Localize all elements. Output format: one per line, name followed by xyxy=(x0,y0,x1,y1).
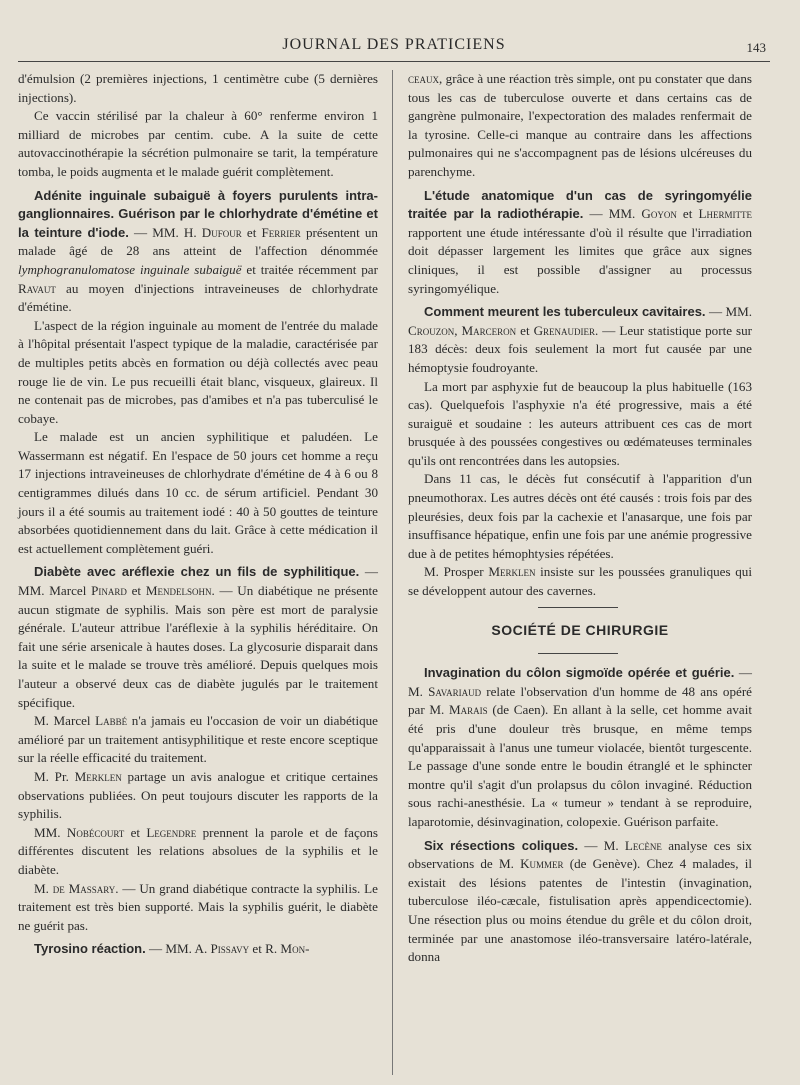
author-name: Pissavy xyxy=(210,941,250,957)
paragraph-labbe: M. Marcel Labbé n'a jamais eu l'occasion de voir un diabétique amélioré par un traitement antisyphilitique et reste encore sceptique sur la réelle efficacité du traitement. xyxy=(18,713,378,766)
right-column xyxy=(408,70,752,967)
paragraph-adenite: Adénite inguinale subaiguë à foyers purulents intra-ganglionnaires. Guérison par le chlorhydrate d'émétine et la teinture d'iode. — MM. H. Dufour et Ferrier présentent un malade âgé de 28 ans atteint de l'affection dénommée lymphogranulomatose inguinale subaiguë et traitée récemment par Ravaut au moyen d'injections intraveineuses de chlorhydrate d'émétine. xyxy=(18,187,378,315)
header-rule xyxy=(18,61,770,62)
paragraph-emulsion: d'émulsion (2 premières injections, 1 centimètre cube (5 dernières injections). xyxy=(18,71,378,105)
paragraph-tyrosine-cont: ceaux, grâce à une réaction très simple, ont pu constater que dans tous les cas de tuberculose ouverte et dans certains cas de gangrène pulmonaire, l'expectoration des malades renfermait de la tyrosine. Celle-ci manque au contraire dans les affections pulmonaires qui ne s'accompagnent pas de lésions ulcéreuses du parenchyme. xyxy=(408,71,752,179)
author-name: Merklen xyxy=(74,768,122,784)
paragraph-tyrosino: Tyrosino réaction. — MM. A. Pissavy et R. Mon- xyxy=(34,941,310,957)
paragraph-asphyxie: La mort par asphyxie fut de beaucoup la plus habituelle (163 cas). Quelquefois l'asphyxie n'a été progressive, mais a été suraiguë et soudaine : les auteurs attribuent ces cas de mort brusquée à des poussées congestives ou œdémateuses terminales qu'ils ont rencontrées dans les autopsies. xyxy=(408,378,752,468)
author-name: Ravaut xyxy=(18,280,56,296)
author-name: Ferrier xyxy=(261,224,301,240)
author-name: Crouzon xyxy=(408,322,455,338)
paragraph-syringomyelie: L'étude anatomique d'un cas de syringomyélie traitée par la radiothérapie. — MM. Goyon et Lhermitte rapportent une étude intéressante d'où il résulte que l'irradiation doit dépasser largement les limites que grâce aux signes cliniques, il est possible d'assigner au processus syringomyélique. xyxy=(408,187,752,296)
page-number: 143 xyxy=(746,40,766,55)
author-name: Mendelsohn xyxy=(145,583,212,599)
author-name: Marceron xyxy=(461,322,517,338)
author-name: Savariaud xyxy=(428,683,482,699)
author-name: ceaux xyxy=(408,71,439,86)
section-title: SOCIÉTÉ DE CHIRURGIE xyxy=(491,621,669,638)
author-name: Pinard xyxy=(91,583,127,599)
author-name: Kummer xyxy=(520,856,564,872)
paragraph-malade: Le malade est un ancien syphilitique et paludéen. Le Wassermann est négatif. En l'espace de 50 jours cet homme a reçu 17 injections intraveineuses de chlorhydrate d'émétine de 4 à 6 ou 8 centigrammes dilués dans 10 cc. de sérum artificiel. Pendant 30 jours il a été soumis au traitement iodé : 40 à 50 gouttes de teinture absorbées quotidiennement dans du lait. Grâce à cette médication il est actuellement complètement guéri. xyxy=(18,429,378,556)
author-name: Mon- xyxy=(280,941,310,957)
author-name: Nobécourt xyxy=(66,824,125,840)
article-title-invagination: Invagination du côlon sigmoïde opérée et guérie. xyxy=(424,665,735,681)
article-title-syringomyelie: L'étude anatomique d'un cas de syringomyélie traitée par la radiothérapie. xyxy=(408,187,752,222)
section-rule-bottom xyxy=(408,647,752,659)
article-title-adenite: Adénite inguinale subaiguë à foyers purulents intra-ganglionnaires. Guérison par le chlorhydrate d'émétine et la teinture d'iode. xyxy=(18,187,378,240)
author-name: Legendre xyxy=(146,824,197,840)
paragraph-merklen: M. Pr. Merklen partage un avis analogue et critique certaines observations publiées. On peut toujours discuter les rapports de la syphilis. xyxy=(18,768,378,822)
author-name: Grenaudier xyxy=(533,322,596,338)
paragraph-prosper-merklen: M. Prosper Merklen insiste sur les poussées granuliques qui se développent autour des cavernes. xyxy=(408,564,752,599)
journal-title: JOURNAL DES PRATICIENS xyxy=(282,36,506,53)
author-name: Dufour xyxy=(201,224,242,240)
paragraph-aspect: L'aspect de la région inguinale au moment de l'entrée du malade à l'hôpital présentait l'aspect typique de la maladie, caractérisée par de multiples petits abcès en formation ou déjà collectés avec peau rouge lie de vin. Le pus recueilli était blanc, visqueux, glaireux. Il ne contenait pas de microbes, pas d'amibes et n'a pas tuberculisé le cobaye. xyxy=(18,317,378,426)
paragraph-vaccin: Ce vaccin stérilisé par la chaleur à 60° renferme environ 1 milliard de microbes par centim. cube. A la suite de cette autovaccinothérapie la sécrétion pulmonaire se tarit, la température tomba, le poids augmenta et le malade guérit complètement. xyxy=(18,108,378,179)
article-title-tuberculeux: Comment meurent les tuberculeux cavitaires. xyxy=(424,304,706,320)
paragraph-invagination: Invagination du côlon sigmoïde opérée et guérie. — M. Savariaud relate l'observation d'un homme de 48 ans opéré par M. Marais (de Caen). En allant à la selle, cet homme avait été pris d'une douleur très brusque, en même temps qu'apparaissait à l'anus une tumeur violacée, bientôt turgescente. Le passage d'une sonde entre le boudin étranglé et le sphincter montre qu'il s'agit d'un prolapsus du côlon invaginé. Réduction sous rachi-anesthésie. La « tumeur » tendant à se reproduire, laparotomie, désinvagination, colopexie. Guérison parfaite. xyxy=(408,665,752,829)
author-name: Lhermitte xyxy=(698,206,752,222)
author-name: Marais xyxy=(449,702,488,718)
author-name: Labbé xyxy=(95,713,128,729)
paragraph-diabete: Diabète avec aréflexie chez un fils de syphilitique. — MM. Marcel Pinard et Mendelsohn. — Un diabétique ne présente aucun stigmate de syphilis. Mais son père est mort de paralysie générale. L'auteur attribue l'aréflexie à la syphilis héréditaire. On fait une série arsenicale à hautes doses. La glycosurie disparait dans la suite et le malade se trouve très amélioré. Depuis quelques mois l'auteur a observé deux cas de diabète jugulés par le traitement spécifique. xyxy=(18,564,378,710)
disease-name: lymphogranulomatose inguinale subaiguë xyxy=(18,261,242,277)
article-title-resections: Six résections coliques. xyxy=(424,837,579,853)
article-title-diabete: Diabète avec aréflexie chez un fils de syphilitique. xyxy=(34,564,360,580)
paragraph-resections: Six résections coliques. — M. Lecène analyse ces six observations de M. Kummer (de Genève). Chez 4 malades, il existait des lésions patentes de l'intestin (invagination, tuberculose iléo-cæcale, fistulisation après appendicectomie). Une résection plus ou moins étendue du grêle et du côlon droit, terminée par une anastomose iléo-transversaire latéro-latérale, donna xyxy=(408,837,752,965)
author-name: Merklen xyxy=(488,564,536,580)
left-column xyxy=(18,70,378,959)
paragraph-tuberculeux: Comment meurent les tuberculeux cavitaires. — MM. Crouzon, Marceron et Grenaudier. — Leur statistique porte sur 183 décès: deux fois seulement la mort fut causée par une hémoptysie foudroyante. xyxy=(408,304,753,375)
paragraph-pneumothorax: Dans 11 cas, le décès fut consécutif à l'apparition d'un pneumothorax. Les autres décès ont été causés : trois fois par des pleurésies, deux fois par la cachexie et l'anasarque, une fois par insuffisance hépatique, enfin une fois par une anémie progressive due à de petites hémophtysies répétées. xyxy=(408,471,752,561)
column-divider xyxy=(392,70,393,1075)
author-name: de Massary xyxy=(52,880,116,896)
author-name: Goyon xyxy=(641,206,677,222)
page-header xyxy=(18,32,770,62)
article-title-tyrosino: Tyrosino réaction. xyxy=(34,941,146,957)
author-name: Lecène xyxy=(624,837,662,853)
section-rule-top xyxy=(408,601,752,613)
paragraph-massary: M. de Massary. — Un grand diabétique contracte la syphilis. Le traitement est très bien supporté. Mais la syphilis guérit, le diabète ne guérit pas. xyxy=(18,880,378,933)
paragraph-nobecourt: MM. Nobécourt et Legendre prennent la parole et de façons différentes discutent les relations absolues de la syphilis et le diabète. xyxy=(18,824,378,877)
